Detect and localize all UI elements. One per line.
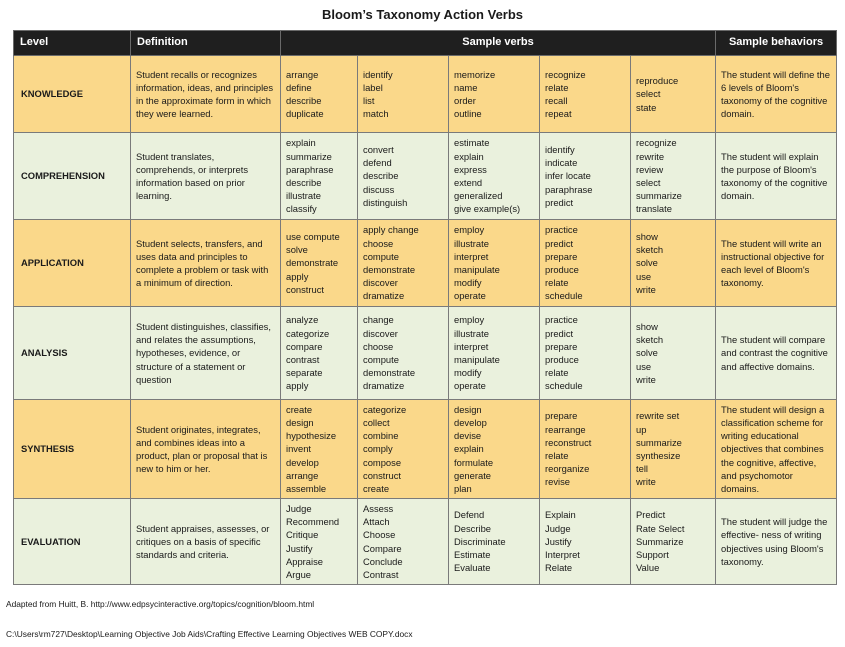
header-level: Level <box>14 31 131 56</box>
definition-cell: Student originates, integrates, and combines ideas into a product, plan or proposal that is new to him or her. <box>131 400 281 499</box>
level-cell: KNOWLEDGE <box>14 56 131 133</box>
verb-item: schedule <box>545 380 583 392</box>
verbs-cell <box>540 56 631 133</box>
level-cell: SYNTHESIS <box>14 400 131 499</box>
verb-item: Defend <box>454 509 485 521</box>
verb-item: choose <box>363 237 394 249</box>
behavior-cell: The student will judge the effective- ness of writing objectives using Bloom's taxonomy. <box>716 499 837 585</box>
verb-item: discover <box>363 327 398 339</box>
verb-item: express <box>454 163 487 175</box>
verb-item: extend <box>454 177 483 188</box>
verb-item: relate <box>545 367 569 379</box>
verbs-cell <box>449 220 540 307</box>
bloom-table <box>13 30 837 585</box>
definition-cell: Student recalls or recognizes information, ideas, and principles in the approximate form in which they were learned. <box>131 56 281 133</box>
verb-item: discover <box>363 277 398 289</box>
header-row <box>14 31 837 56</box>
verb-item: describe <box>286 177 322 188</box>
verb-item: give example(s) <box>454 203 521 215</box>
verb-item: choose <box>363 340 394 352</box>
verbs-cell <box>631 307 716 400</box>
verb-item: Recommend <box>286 516 340 528</box>
verb-item: write <box>636 283 656 295</box>
verb-item: solve <box>286 244 308 256</box>
verb-item: show <box>636 320 658 332</box>
verbs-cell <box>631 400 716 499</box>
verb-item: Interpret <box>545 549 580 561</box>
verbs-cell <box>631 56 716 133</box>
verb-item: compose <box>363 456 402 468</box>
verb-item: apply <box>286 380 309 392</box>
verb-item: reconstruct <box>545 436 592 448</box>
verb-item: hypothesize <box>286 430 337 442</box>
verb-item: prepare <box>545 340 578 352</box>
verb-item: relate <box>545 277 569 289</box>
table-row <box>14 307 837 400</box>
verb-item: Assess <box>363 502 394 514</box>
verb-item: Justify <box>545 535 572 547</box>
verb-item: solve <box>636 347 658 359</box>
verb-item: recall <box>545 95 568 106</box>
behavior-cell: The student will write an instructional objective for each level of Bloom's taxonomy. <box>716 220 837 307</box>
verb-item: convert <box>363 143 394 155</box>
table-row <box>14 400 837 499</box>
verb-item: change <box>363 314 394 326</box>
verb-item: select <box>636 88 661 100</box>
verb-item: Summarize <box>636 535 684 547</box>
verbs-cell <box>540 220 631 307</box>
verb-item: order <box>454 95 476 106</box>
verb-item: invent <box>286 443 312 455</box>
verb-item: separate <box>286 367 323 379</box>
verb-item: paraphrase <box>286 163 334 175</box>
header-sample-verbs: Sample verbs <box>281 31 716 56</box>
header-definition: Definition <box>131 31 281 56</box>
verb-item: plan <box>454 483 472 494</box>
verb-item: tell <box>636 463 648 475</box>
verb-item: predict <box>545 327 574 339</box>
verb-item: analyze <box>286 314 319 326</box>
verb-item: Justify <box>286 542 313 554</box>
verb-item: relate <box>545 81 569 93</box>
verb-item: label <box>363 81 383 93</box>
verb-item: synthesize <box>636 450 681 461</box>
verb-item: recognize <box>545 68 586 80</box>
verb-item: Attach <box>363 516 390 528</box>
verb-item: state <box>636 101 657 113</box>
verb-item: develop <box>454 416 487 428</box>
verb-item: prepare <box>545 410 578 422</box>
verb-item: design <box>286 416 314 428</box>
verbs-cell <box>358 220 449 307</box>
verb-item: Choose <box>363 529 396 541</box>
verb-item: Contrast <box>363 568 399 580</box>
verbs-cell <box>358 133 449 220</box>
verb-item: describe <box>363 170 399 182</box>
verb-item: relate <box>545 450 569 461</box>
verb-item: employ <box>454 224 485 236</box>
verb-item: summarize <box>286 150 332 162</box>
verb-item: translate <box>636 203 672 215</box>
verb-item: interpret <box>454 250 489 262</box>
verb-item: operate <box>454 290 486 302</box>
source-note: Adapted from Huitt, B. http://www.edpsycinteractive.org/topics/cognition/bloom.html <box>6 599 315 609</box>
verb-item: formulate <box>454 456 494 468</box>
verb-item: categorize <box>363 403 407 415</box>
verb-item: outline <box>454 108 482 120</box>
verb-item: prepare <box>545 250 578 262</box>
verb-item: Explain <box>545 509 576 521</box>
verb-item: illustrate <box>454 327 489 339</box>
verb-item: employ <box>454 314 485 326</box>
verb-item: indicate <box>545 157 578 169</box>
verb-item: defend <box>363 157 392 169</box>
verbs-cell <box>281 499 358 585</box>
verb-item: use <box>636 270 652 282</box>
verb-item: Judge <box>286 502 312 514</box>
table-row <box>14 220 837 307</box>
verb-item: duplicate <box>286 108 324 120</box>
verb-item: identify <box>545 143 575 155</box>
verb-item: produce <box>545 264 579 275</box>
header-sample-behaviors: Sample behaviors <box>716 31 837 56</box>
verb-item: compute <box>363 250 399 262</box>
verb-item: produce <box>545 354 579 365</box>
level-cell: APPLICATION <box>14 220 131 307</box>
verb-item: summarize <box>636 436 682 448</box>
verb-item: demonstrate <box>286 257 339 269</box>
behavior-cell: The student will explain the purpose of Bloom's taxonomy of the cognitive domain. <box>716 133 837 220</box>
verb-item: comply <box>363 443 393 455</box>
verb-item: memorize <box>454 68 496 80</box>
verb-item: Predict <box>636 509 666 521</box>
verbs-cell <box>540 499 631 585</box>
verb-item: demonstrate <box>363 264 416 275</box>
verbs-cell <box>449 400 540 499</box>
verbs-cell <box>449 499 540 585</box>
table-row <box>14 133 837 220</box>
verb-item: match <box>363 108 389 120</box>
verbs-cell <box>281 400 358 499</box>
verb-item: predict <box>545 237 574 249</box>
verb-item: write <box>636 476 656 488</box>
verb-item: distinguish <box>363 196 408 208</box>
behavior-cell: The student will design a classification scheme for writing educational objectives that combines the cognitive, affective, and psychomotor domains. <box>716 400 837 499</box>
verb-item: sketch <box>636 334 664 346</box>
verb-item: rewrite set <box>636 410 680 422</box>
verb-item: Estimate <box>454 549 491 561</box>
verb-item: repeat <box>545 108 572 120</box>
verb-item: categorize <box>286 327 330 339</box>
verb-item: review <box>636 163 664 175</box>
verbs-cell <box>631 499 716 585</box>
verb-item: Argue <box>286 568 312 580</box>
verb-item: reproduce <box>636 75 679 87</box>
verb-item: compare <box>286 340 323 352</box>
verb-item: use <box>636 360 652 372</box>
verb-item: schedule <box>545 290 583 302</box>
verb-item: create <box>363 483 390 494</box>
verb-item: revise <box>545 476 571 488</box>
verb-item: discuss <box>363 183 395 195</box>
verb-item: Relate <box>545 562 573 574</box>
verb-item: explain <box>454 443 484 455</box>
verb-item: operate <box>454 380 486 392</box>
verbs-cell <box>281 133 358 220</box>
page-title: Bloom’s Taxonomy Action Verbs <box>321 7 524 22</box>
table-row <box>14 499 837 585</box>
verb-item: arrange <box>286 469 319 481</box>
verbs-cell <box>358 400 449 499</box>
verb-item: describe <box>286 95 322 106</box>
verb-item: Conclude <box>363 555 403 567</box>
verbs-cell <box>358 499 449 585</box>
verbs-cell <box>631 220 716 307</box>
behavior-cell: The student will compare and contrast the cognitive and affective domains. <box>716 307 837 400</box>
verb-item: illustrate <box>286 190 321 202</box>
verb-item: devise <box>454 430 482 442</box>
verb-item: develop <box>286 456 319 468</box>
verb-item: summarize <box>636 190 682 202</box>
verbs-cell <box>358 307 449 400</box>
verb-item: define <box>286 81 312 93</box>
verb-item: sketch <box>636 244 664 256</box>
verb-item: arrange <box>286 68 319 80</box>
verb-item: design <box>454 403 482 415</box>
verb-item: contrast <box>286 354 320 365</box>
verb-item: modify <box>454 277 482 289</box>
verb-item: classify <box>286 203 317 215</box>
definition-cell: Student distinguishes, classifies, and relates the assumptions, hypotheses, evidence, or structure of a statement or question <box>131 307 281 400</box>
verb-item: Value <box>636 562 660 574</box>
verbs-cell <box>358 56 449 133</box>
verb-item: predict <box>545 196 574 208</box>
verbs-cell <box>540 133 631 220</box>
level-cell: EVALUATION <box>14 499 131 585</box>
verb-item: combine <box>363 430 399 442</box>
verb-item: dramatize <box>363 380 405 392</box>
definition-cell: Student appraises, assesses, or critiques on a basis of specific standards and criteria. <box>131 499 281 585</box>
verbs-cell <box>281 307 358 400</box>
verbs-cell <box>281 56 358 133</box>
verb-item: explain <box>454 150 484 162</box>
verb-item: apply change <box>363 224 419 236</box>
verb-item: Appraise <box>286 555 324 567</box>
verb-item: practice <box>545 224 578 236</box>
verb-item: up <box>636 423 647 435</box>
verb-item: create <box>286 403 313 415</box>
verb-item: recognize <box>636 137 677 149</box>
verb-item: estimate <box>454 137 490 149</box>
verb-item: Discriminate <box>454 535 506 547</box>
table-row <box>14 56 837 133</box>
verb-item: practice <box>545 314 578 326</box>
verb-item: identify <box>363 68 393 80</box>
definition-cell: Student translates, comprehends, or interprets information based on prior learning. <box>131 133 281 220</box>
verb-item: interpret <box>454 340 489 352</box>
verb-item: manipulate <box>454 264 500 275</box>
verb-item: show <box>636 230 658 242</box>
verb-item: manipulate <box>454 354 500 365</box>
verb-item: rewrite <box>636 150 665 162</box>
verb-item: assemble <box>286 483 327 494</box>
verb-item: Rate Select <box>636 522 685 534</box>
verbs-cell <box>449 56 540 133</box>
verb-item: Support <box>636 549 669 561</box>
verb-item: generate <box>454 469 492 481</box>
verb-item: rearrange <box>545 423 586 435</box>
verb-item: select <box>636 177 661 188</box>
verb-item: use compute <box>286 230 340 242</box>
verb-item: collect <box>363 416 390 428</box>
verb-item: solve <box>636 257 658 269</box>
verb-item: Judge <box>545 522 571 534</box>
verb-item: construct <box>286 283 325 295</box>
behavior-cell: The student will define the 6 levels of Bloom's taxonomy of the cognitive domain. <box>716 56 837 133</box>
verbs-cell <box>540 400 631 499</box>
verb-item: list <box>363 95 375 106</box>
verb-item: name <box>454 81 478 93</box>
verb-item: apply <box>286 270 309 282</box>
verb-item: dramatize <box>363 290 405 302</box>
verbs-cell <box>540 307 631 400</box>
verb-item: construct <box>363 469 402 481</box>
verb-item: Compare <box>363 542 402 554</box>
verb-item: demonstrate <box>363 367 416 379</box>
verb-item: Evaluate <box>454 562 491 574</box>
verbs-cell <box>281 220 358 307</box>
verb-item: infer locate <box>545 170 591 182</box>
verbs-cell <box>449 133 540 220</box>
definition-cell: Student selects, transfers, and uses data and principles to complete a problem or task with a minimum of direction. <box>131 220 281 307</box>
verb-item: generalized <box>454 190 503 202</box>
verb-item: paraphrase <box>545 183 593 195</box>
verb-item: explain <box>286 137 316 149</box>
verb-item: Describe <box>454 522 491 534</box>
verbs-cell <box>449 307 540 400</box>
verb-item: illustrate <box>454 237 489 249</box>
level-cell: COMPREHENSION <box>14 133 131 220</box>
verb-item: reorganize <box>545 463 590 475</box>
verbs-cell <box>631 133 716 220</box>
verb-item: write <box>636 373 656 385</box>
level-cell: ANALYSIS <box>14 307 131 400</box>
verb-item: compute <box>363 354 399 365</box>
verb-item: modify <box>454 367 482 379</box>
verb-item: Critique <box>286 529 319 541</box>
file-path: C:\Users\rm727\Desktop\Learning Objective Job Aids\Crafting Effective Learning Objectives WEB COPY.docx <box>6 629 413 639</box>
